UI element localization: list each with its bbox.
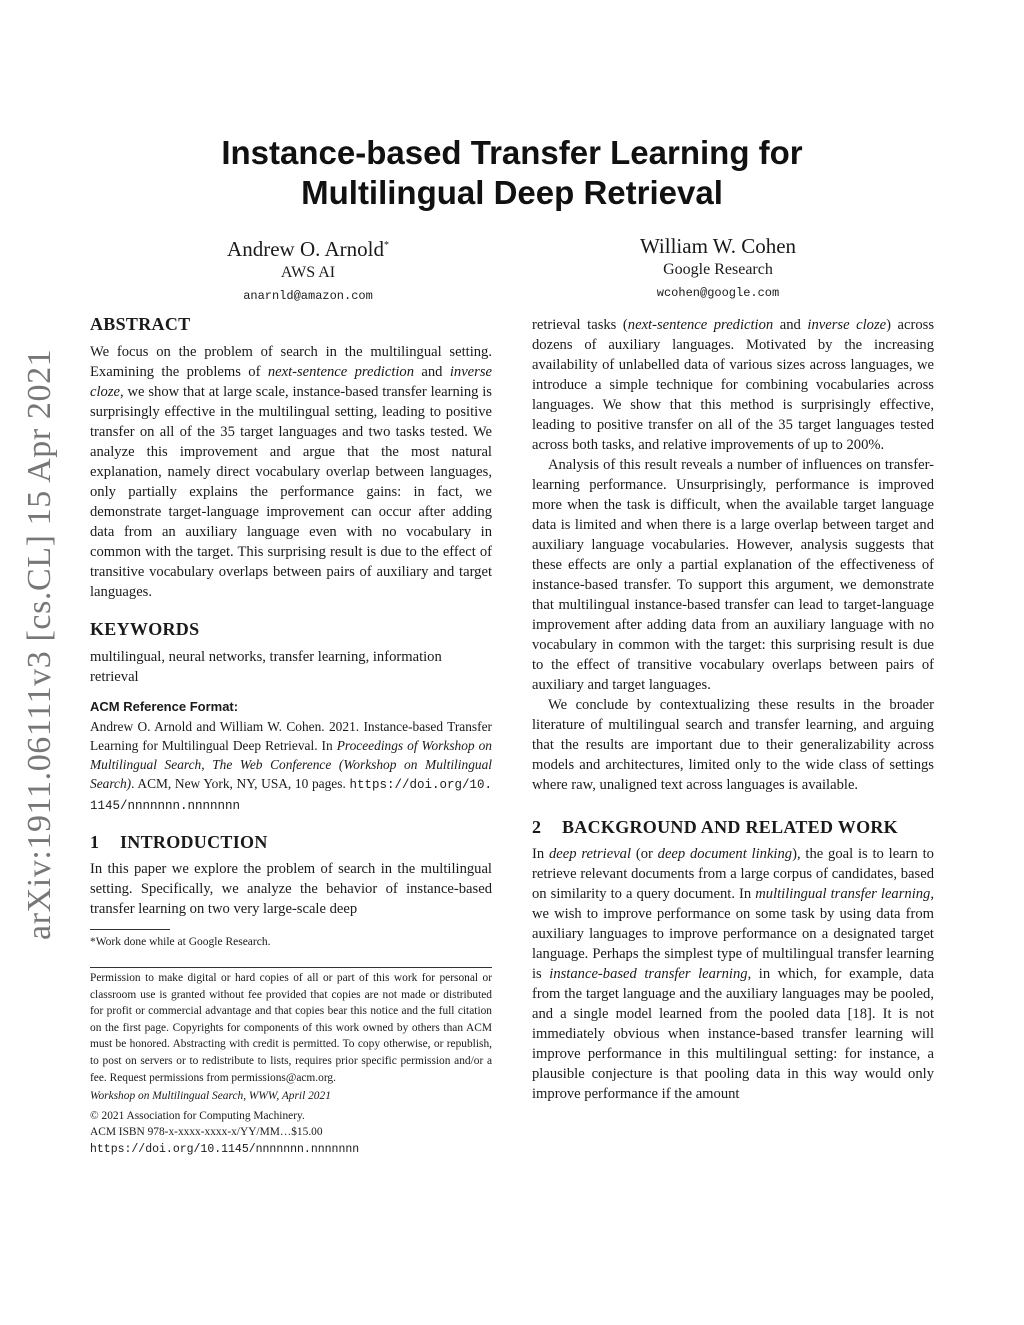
text-span: In [532,846,549,862]
acm-ref-span: Andrew O. Arnold and William W. Cohen. 2021. Instance-based Transfer Learning for Multilingual Deep Retrieval. In [90,719,492,753]
text-span: and [773,317,808,333]
footnote-block [90,929,492,950]
author-block-2 [600,233,836,305]
abstract-span: and [414,364,450,380]
text-italic: instance-based transfer learning [549,966,748,982]
arxiv-stamp: arXiv:1911.06111v3 [cs.CL] 15 Apr 2021 [21,348,58,940]
author-footnote-mark: * [383,240,389,251]
acm-reference-heading: ACM Reference Format: [90,699,239,714]
section-number: 1 [90,832,100,852]
section-number: 2 [532,817,542,837]
footnote-rule [90,929,170,930]
analysis-paragraph: Analysis of this result reveals a number of influences on transfer-learning performance. Unsurprisingly, performance is improved more when the task is difficult, when the available target language data is limited and when there is a large overlap between target and auxiliary language vocabularies. However, analysis suggests that these effects are only a partial explanation of the effectiveness of instance-based transfer. To support this argument, we demonstrate that multilingual instance-based transfer can lead to target-language improvement after adding data from an auxiliary language with no vocabulary in common with the target: this surprising result is due to the effect of transitive vocabulary overlaps between pairs of auxiliary and target languages. [532,457,934,693]
abstract-span: We focus on the problem of search in the multilingual setting. Examining the problems of [90,344,492,380]
acm-ref-italic: Proceedings of Workshop on Multilingual Search, The Web Conference (Workshop on Multilingual Search) [90,738,492,791]
text-span: retrieval tasks ( [532,317,628,333]
isbn-line: ACM ISBN 978-x-xxxx-xxxx-x/YY/MM…$15.00 [90,1126,323,1139]
abstract-italic: next-sentence prediction [267,364,415,380]
text-span: ) across dozens of auxiliary languages. Motivated by the increasing availability of unlabelled data of various sizes across languages, we introduce a simple technique for combining vocabularies across languages. We show that this method is surprisingly effective, leading to positive transfer on all of the 35 target languages tested across both tasks, and relative improvements of up to 200%. [532,317,935,453]
author-name: William W. Cohen [639,234,797,258]
copyright-line: © 2021 Association for Computing Machinery. [90,1109,305,1122]
author-affiliation: AWS AI [280,264,336,281]
text-italic: multilingual transfer learning [755,886,931,902]
text-italic: deep retrieval [548,846,632,862]
author-email[interactable]: anarnld@amazon.com [243,289,373,303]
author-email[interactable]: wcohen@google.com [656,286,780,300]
intro-continued-paragraph [532,315,934,455]
title-line-2: Multilingual Deep Retrieval [301,174,723,211]
author-name [196,233,420,262]
section-title: BACKGROUND AND RELATED WORK [562,817,898,837]
conclusion-paragraph: We conclude by contextualizing these results in the broader literature of multilingual search and transfer learning, and arguing that the results are important due to their generalizability across models and architectures, limited only to the wide class of settings where raw, unaligned text across languages is available. [532,697,934,793]
abstract-heading: ABSTRACT [90,314,191,334]
text-italic: inverse cloze [807,317,887,333]
text-italic: next-sentence prediction [627,317,774,333]
keywords-text: multilingual, neural networks, transfer learning, information retrieval [90,649,442,685]
right-column [532,315,934,1104]
text-span: (or [631,846,658,862]
permission-block [90,967,492,1159]
text-span: , we wish to improve performance on some task by using data from auxiliary languages to improve performance on a designated target language. Perhaps the simplest type of multilingual transfer learning is [532,886,934,982]
introduction-text: In this paper we explore the problem of search in the multilingual setting. Specifically, we analyze the behavior of instance-based transfer learning on two very large-scale deep [90,861,492,917]
permission-rule [90,967,492,968]
paper-title [140,133,884,213]
permission-text: Permission to make digital or hard copies of all or part of this work for personal or classroom use is granted without fee provided that copies are not made or distributed for profit or commercial advantage and that copies bear this notice and the full citation on the first page. Copyrights for components of this work owned by others than ACM must be honored. Abstracting with credit is permitted. To copy otherwise, or republish, to post on servers or to redistribute to lists, requires prior specific permission and/or a fee. Request permissions from permissions@acm.org. [90,972,492,1084]
left-column [90,311,492,1159]
text-span: ), the goal is to learn to retrieve relevant documents from a large corpus of candidates, based on similarity to a query document. In [532,846,934,902]
keywords-heading: KEYWORDS [90,619,200,639]
abstract-span: , we show that at large scale, instance-based transfer learning is surprisingly effective in the multilingual setting, leading to positive transfer on all of the 35 target languages and two tasks tested. We analyze this improvement and argue that the most natural explanation, namely direct vocabulary overlap between languages, only partially explains the performance gains: in fact, we demonstrate target-language improvement can occur after adding data from an auxiliary language even with no vocabulary in common with the target. This surprising result is due to the effect of transitive vocabulary overlaps between pairs of auxiliary and target languages. [90,384,492,600]
section-title: INTRODUCTION [120,832,268,852]
acm-ref-doi-link[interactable]: https://doi.org/10.1145/nnnnnnn.nnnnnnn [90,778,492,813]
background-heading [532,814,934,840]
acm-reference-text [90,717,492,816]
title-line-1: Instance-based Transfer Learning for [221,134,803,171]
introduction-heading [90,829,492,855]
venue-text: Workshop on Multilingual Search, WWW, April 2021 [90,1090,331,1103]
author-name-text: Andrew O. Arnold [227,237,384,261]
author-block-1 [196,233,420,308]
abstract-italic: inverse cloze [90,364,492,400]
doi-link[interactable]: https://doi.org/10.1145/nnnnnnn.nnnnnnn [90,1142,360,1156]
doi-line [90,1141,492,1159]
footnote-text: *Work done while at Google Research. [90,936,271,948]
background-paragraph [532,844,934,1104]
text-italic: deep document linking [657,846,793,862]
text-span: , in which, for example, data from the target language and the auxiliary languages may be pooled, and a single model learned from the pooled data [18]. It is not immediately obvious when instance-based transfer learning will improve performance in this multilingual setting: for instance, a plausible conjecture is that pooling data in this way would only improve performance if the amount [532,966,934,1102]
abstract-text [90,342,492,602]
author-affiliation: Google Research [663,261,773,278]
acm-ref-span: . ACM, New York, NY, USA, 10 pages. [131,776,350,791]
venue-line [90,1088,492,1105]
